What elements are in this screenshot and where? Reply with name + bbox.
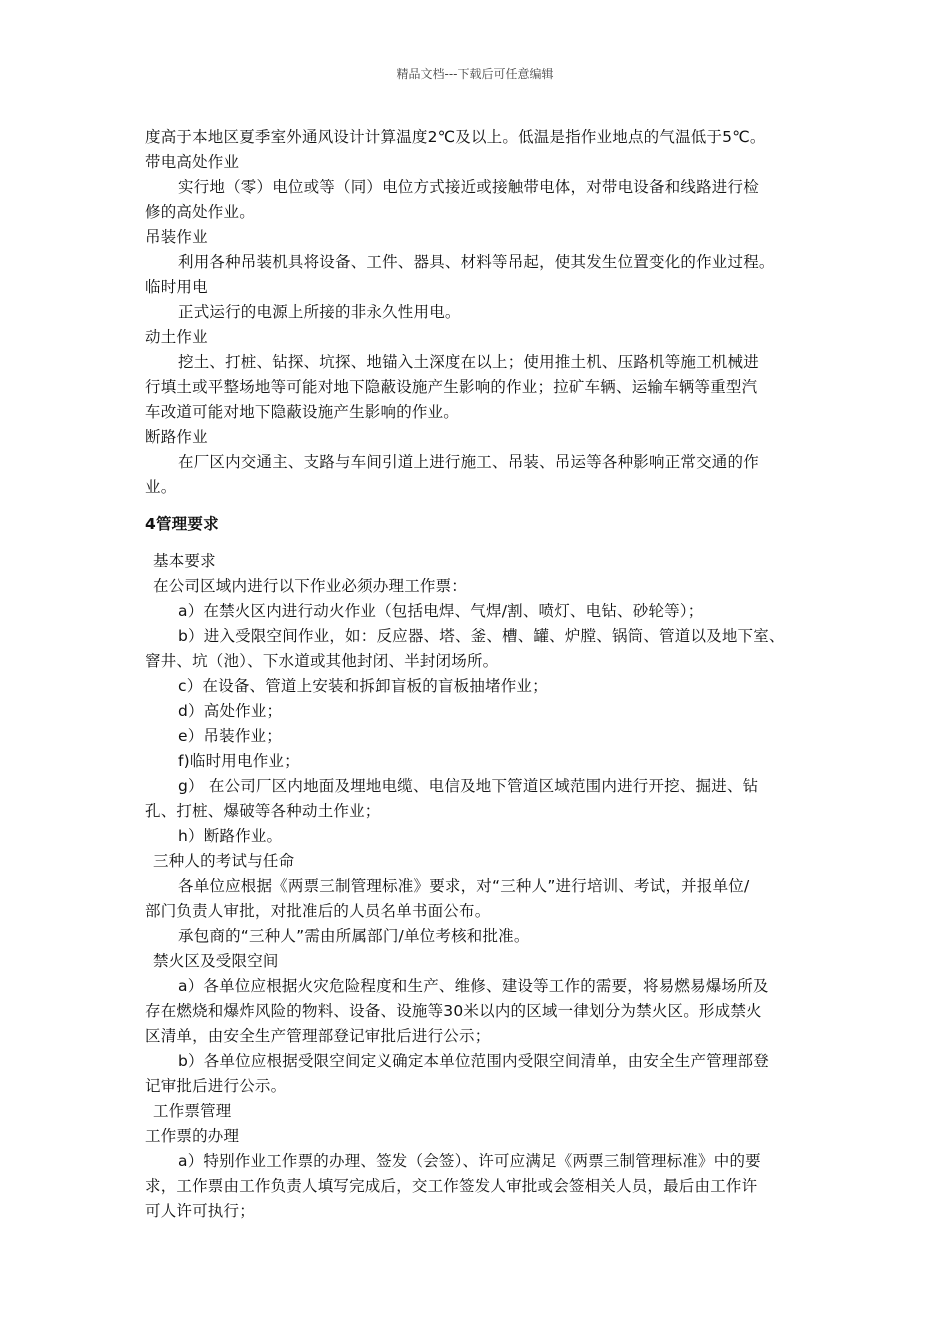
section-heading: 临时用电 xyxy=(145,278,208,296)
section-heading: 三种人的考试与任命 xyxy=(153,852,295,870)
paragraph-line: 车改道可能对地下隐蔽设施产生影响的作业。 xyxy=(145,403,460,421)
list-item: b）各单位应根据受限空间定义确定本单位范围内受限空间清单，由安全生产管理部登 xyxy=(178,1052,769,1070)
paragraph-line: 承包商的“三种人”需由所属部门/单位考核和批准。 xyxy=(178,927,530,945)
paragraph-line: 业。 xyxy=(145,478,177,496)
list-item: a）各单位应根据火灾危险程度和生产、维修、建设等工作的需要，将易燃易爆场所及 xyxy=(178,977,769,995)
list-item-continuation: 孔、打桩、爆破等各种动土作业； xyxy=(145,802,381,820)
list-item: b）进入受限空间作业，如：反应器、塔、釜、槽、罐、炉膛、锅筒、管道以及地下室、 xyxy=(178,627,785,645)
paragraph-line: 行填土或平整场地等可能对地下隐蔽设施产生影响的作业；拉矿车辆、运输车辆等重型汽 xyxy=(145,378,758,396)
paragraph-line: 实行地（零）电位或等（同）电位方式接近或接触带电体，对带电设备和线路进行检 xyxy=(178,178,759,196)
paragraph-line: 在公司区域内进行以下作业必须办理工作票： xyxy=(153,577,468,595)
paragraph-line: 利用各种吊装机具将设备、工件、器具、材料等吊起，使其发生位置变化的作业过程。 xyxy=(178,253,775,271)
section-heading: 禁火区及受限空间 xyxy=(153,952,279,970)
list-item: g） 在公司厂区内地面及埋地电缆、电信及地下管道区域范围内进行开挖、掘进、钻 xyxy=(178,777,759,795)
section-heading: 带电高处作业 xyxy=(145,153,240,171)
list-item: c）在设备、管道上安装和拆卸盲板的盲板抽堵作业； xyxy=(178,677,548,695)
list-item-continuation: 存在燃烧和爆炸风险的物料、设备、设施等30米以内的区域一律划分为禁火区。形成禁火 xyxy=(145,1002,762,1020)
paragraph-line: 各单位应根据《两票三制管理标准》要求，对“三种人”进行培训、考试，并报单位/ xyxy=(178,877,750,895)
list-item: d）高处作业； xyxy=(178,702,283,720)
chapter-heading: 4管理要求 xyxy=(145,515,219,533)
paragraph-line: 修的高处作业。 xyxy=(145,203,255,221)
section-heading: 动土作业 xyxy=(145,328,208,346)
list-item-continuation: 可人许可执行； xyxy=(145,1202,255,1220)
list-item-continuation: 求，工作票由工作负责人填写完成后，交工作签发人审批或会签相关人员，最后由工作许 xyxy=(145,1177,758,1195)
section-heading: 吊装作业 xyxy=(145,228,208,246)
list-item: f)临时用电作业； xyxy=(178,752,300,770)
list-item: a）特别作业工作票的办理、签发（会签）、许可应满足《两票三制管理标准》中的要 xyxy=(178,1152,761,1170)
list-item-continuation: 窨井、坑（池）、下水道或其他封闭、半封闭场所。 xyxy=(145,652,499,670)
list-item: h）断路作业。 xyxy=(178,827,283,845)
paragraph-line: 挖土、打桩、钻探、坑探、地锚入土深度在以上；使用推土机、压路机等施工机械进 xyxy=(178,353,759,371)
section-heading: 工作票的办理 xyxy=(145,1127,240,1145)
paragraph-line: 正式运行的电源上所接的非永久性用电。 xyxy=(178,303,461,321)
paragraph-line: 度高于本地区夏季室外通风设计计算温度2℃及以上。低温是指作业地点的气温低于5℃。 xyxy=(145,128,766,146)
list-item-continuation: 区清单，由安全生产管理部登记审批后进行公示； xyxy=(145,1027,491,1045)
list-item: e）吊装作业； xyxy=(178,727,282,745)
section-heading: 工作票管理 xyxy=(153,1102,232,1120)
list-item-continuation: 记审批后进行公示。 xyxy=(145,1077,287,1095)
paragraph-line: 部门负责人审批，对批准后的人员名单书面公布。 xyxy=(145,902,491,920)
section-heading: 断路作业 xyxy=(145,428,208,446)
section-heading: 基本要求 xyxy=(153,552,216,570)
list-item: a）在禁火区内进行动火作业（包括电焊、气焊/割、喷灯、电钻、砂轮等）； xyxy=(178,602,704,620)
paragraph-line: 在厂区内交通主、支路与车间引道上进行施工、吊装、吊运等各种影响正常交通的作 xyxy=(178,453,759,471)
page-header: 精品文档---下载后可任意编辑 xyxy=(396,67,554,81)
